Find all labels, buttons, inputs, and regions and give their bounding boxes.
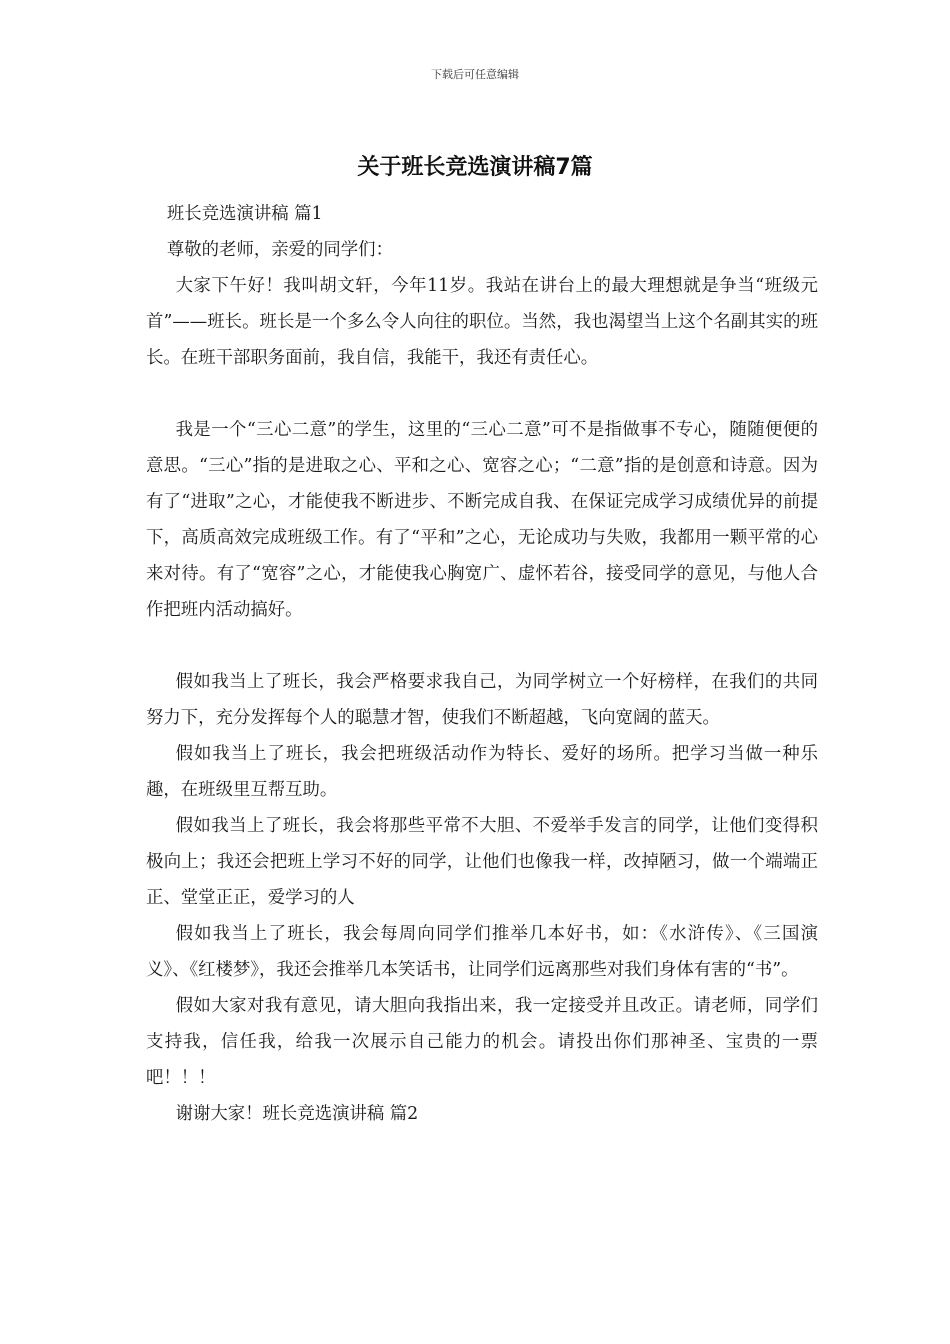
- paragraph: 假如大家对我有意见，请大胆向我指出来，我一定接受并且改正。请老师，同学们支持我，信任我，给我一次展示自己能力的机会。请投出你们那神圣、宝贵的一票吧！！！: [146, 996, 818, 1088]
- paragraph: 假如我当上了班长，我会严格要求我自己，为同学树立一个好榜样，在我们的共同努力下，充分发挥每个人的聪慧才智，使我们不断超越，飞向宽阔的蓝天。: [146, 672, 818, 728]
- paragraph: 谢谢大家！班长竞选演讲稿 篇2: [175, 1104, 419, 1124]
- paragraph: 大家下午好！我叫胡文轩，今年11岁。我站在讲台上的最大理想就是争当“班级元首”——班长。班长是一个多么令人向往的职位。当然，我也渴望当上这个名副其实的班长。在班干部职务面前，我自信，我能干，我还有责任心。: [146, 276, 818, 368]
- paragraph: 假如我当上了班长，我会每周向同学们推举几本好书，如：《水浒传》、《三国演义》、《红楼梦》，我还会推举几本笑话书，让同学们远离那些对我们身体有害的“书”。: [146, 924, 818, 980]
- paragraph: 我是一个“三心二意”的学生，这里的“三心二意”可不是指做事不专心，随随便便的意思。“三心”指的是进取之心、平和之心、宽容之心；“二意”指的是创意和诗意。因为有了“进取”之心，才能使我不断进步、不断完成自我、在保证完成学习成绩优异的前提下，高质高效完成班级工作。有了“平和”之心，无论成功与失败，我都用一颗平常的心来对待。有了“宽容”之心，才能使我心胸宽广、虚怀若谷，接受同学的意见，与他人合作把班内活动搞好。: [146, 420, 818, 620]
- salutation: 尊敬的老师，亲爱的同学们：: [166, 240, 393, 260]
- paragraph: 假如我当上了班长，我会将那些平常不大胆、不爱举手发言的同学，让他们变得积极向上；我还会把班上学习不好的同学，让他们也像我一样，改掉陋习，做一个端端正正、堂堂正正，爱学习的人: [146, 816, 818, 908]
- section-heading: 班长竞选演讲稿 篇1: [166, 204, 323, 224]
- document-title: 关于班长竞选演讲稿7篇: [357, 155, 593, 180]
- paragraph: 假如我当上了班长，我会把班级活动作为特长、爱好的场所。把学习当做一种乐趣，在班级里互帮互助。: [146, 744, 818, 800]
- document-body: [146, 196, 818, 1132]
- header-note: 下载后可任意编辑: [431, 68, 519, 81]
